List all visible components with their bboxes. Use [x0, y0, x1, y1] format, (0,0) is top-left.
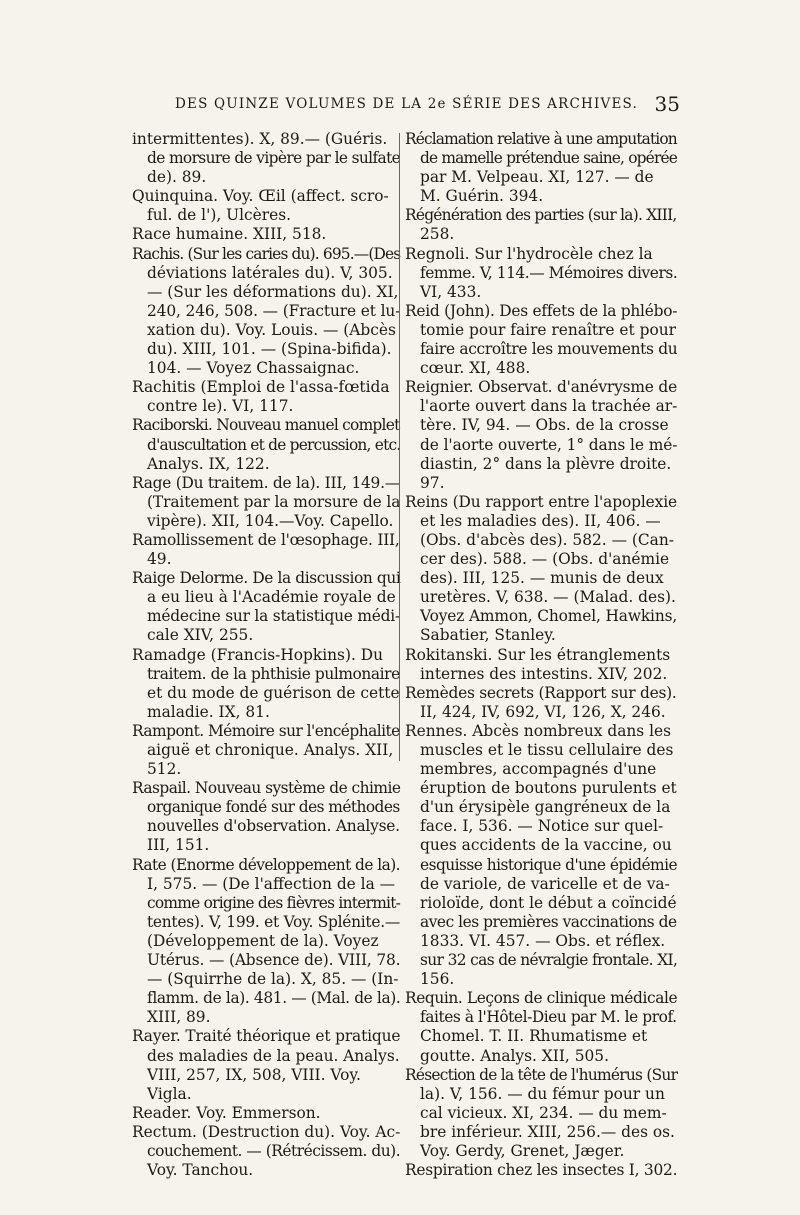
entry-continuation-line: 240, 246, 508. — (Fracture et lu- — [147, 301, 401, 320]
entry-continuation-line: l'aorte ouvert dans la trachée ar- — [420, 397, 678, 416]
entry-continuation-line: II, 424, IV, 692, VI, 126, X, 246. — [420, 702, 666, 721]
entry-continuation-line: la). V, 156. — du fémur pour un — [420, 1084, 665, 1103]
entry-continuation-line: bre inférieur. XIII, 256.— des os. — [420, 1122, 675, 1141]
entry-continuation-line: Utérus. — (Absence de). VIII, 78. — [147, 951, 401, 970]
entry-continuation-line: muscles et le tissu cellulaire des — [420, 741, 674, 759]
index-entry-line: Quinquina. Voy. Œil (affect. scro- — [132, 187, 389, 206]
entry-continuation-line: (Développement de la). Voyez — [147, 931, 379, 950]
entry-continuation-line: maladie. IX, 81. — [147, 702, 270, 721]
entry-continuation-line: xation du). Voy. Louis. — (Abcès — [147, 320, 396, 339]
entry-continuation-line: de). 89. — [147, 168, 207, 187]
index-entry-line: Rokitanski. Sur les étranglements — [405, 645, 671, 664]
index-entry-line: Rage (Du traitem. de la). III, 149.— — [132, 473, 400, 492]
index-entry-line: Rachitis (Emploi de l'assa-fœtida — [132, 378, 390, 397]
entry-continuation-line: uretères. V, 638. — (Malad. des). — [420, 588, 676, 607]
page-number: 35 — [654, 92, 680, 116]
entry-continuation-line: Voy. Gerdy, Grenet, Jæger. — [420, 1141, 625, 1160]
entry-continuation-line: et du mode de guérison de cette — [147, 683, 400, 702]
entry-continuation-line: traitem. de la phthisie pulmonaire — [147, 664, 400, 683]
entry-continuation-line: cal vicieux. XI, 234. — du mem- — [420, 1103, 667, 1122]
entry-continuation-line: esquisse historique d'une épidémie — [420, 855, 678, 874]
index-entry-line: Requin. Leçons de clinique médicale — [405, 989, 678, 1008]
entry-continuation-line: nouvelles d'observation. Analyse. — [147, 817, 400, 836]
entry-continuation-line: flamm. de la). 481. — (Mal. de la). — [147, 989, 401, 1008]
entry-continuation-line: de mamelle prétendue saine, opérée — [420, 149, 678, 168]
index-entry-line: Respiration chez les insectes I, 302. — [405, 1161, 678, 1180]
index-entry-line: Ramollissement de l'œsophage. III, — [132, 530, 400, 549]
entry-continuation-line: III, 151. — [147, 836, 210, 855]
index-entry-line: Regnoli. Sur l'hydrocèle chez la — [405, 244, 653, 263]
index-entry-line: Rate (Enorme développement de la). — [132, 855, 400, 874]
entry-continuation-line: comme origine des fièvres intermit- — [147, 893, 401, 912]
index-entry-line: Reader. Voy. Emmerson. — [132, 1103, 321, 1122]
index-entry-line: Reid (John). Des effets de la phlébo- — [405, 301, 678, 320]
index-entry-line: Raciborski. Nouveau manuel complet — [132, 416, 400, 435]
entry-continuation-line: XIII, 89. — [147, 1008, 211, 1027]
entry-continuation-line: Voyez Ammon, Chomel, Hawkins, — [420, 607, 678, 626]
entry-continuation-line: tomie pour faire renaître et pour — [420, 320, 676, 339]
entry-continuation-line: membres, accompagnés d'une — [420, 760, 657, 779]
entry-continuation-line: de l'aorte ouverte, 1° dans le mé- — [420, 435, 678, 454]
entry-continuation-line: femme. V, 114.— Mémoires divers. — [420, 263, 678, 282]
entry-continuation-line: 49. — [147, 550, 172, 569]
entry-continuation-line: par M. Velpeau. XI, 127. — de — [420, 168, 654, 187]
entry-continuation-line: (Traitement par la morsure de la — [147, 492, 401, 511]
index-entry-line: Rectum. (Destruction du). Voy. Ac- — [132, 1122, 401, 1141]
entry-continuation-line: I, 575. — (De l'affection de la — — [147, 874, 396, 893]
entry-continuation-line: ques accidents de la vaccine, ou — [420, 836, 672, 855]
running-header — [175, 92, 680, 120]
entry-continuation-line: Analys. IX, 122. — [147, 454, 270, 473]
entry-continuation-line: 512. — [147, 760, 182, 779]
entry-continuation-line: éruption de boutons purulents et — [420, 779, 677, 798]
entry-continuation-line: tère. IV, 94. — Obs. de la crosse — [420, 416, 669, 435]
entry-continuation-line: faire accroître les mouvements du — [420, 340, 678, 359]
entry-continuation-line: face. I, 536. — Notice sur quel- — [420, 817, 664, 836]
index-entry-line: Race humaine. XIII, 518. — [132, 225, 327, 244]
entry-continuation-line: 1833. VI. 457. — Obs. et réflex. — [420, 931, 666, 950]
entry-continuation-line: organique fondé sur des méthodes — [147, 798, 400, 817]
index-entry-line: Ramadge (Francis-Hopkins). Du — [132, 645, 383, 664]
index-entry-line: Reins (Du rapport entre l'apoplexie — [405, 492, 678, 511]
column-divider — [399, 133, 400, 761]
entry-continuation-line: de morsure de vipère par le sulfate — [147, 149, 401, 168]
index-entry-line: Rennes. Abcès nombreux dans les — [405, 721, 672, 740]
entry-continuation-line: Sabatier, Stanley. — [420, 626, 556, 645]
entry-continuation-line: 258. — [420, 225, 455, 244]
entry-continuation-line: déviations latérales du). V, 305. — [147, 263, 393, 282]
entry-continuation-line: cale XIV, 255. — [147, 626, 254, 645]
entry-continuation-line: couchement. — (Rétrécissem. du). — [147, 1141, 401, 1160]
entry-continuation-line: aiguë et chronique. Analys. XII, — [147, 741, 394, 759]
entry-continuation-line: vipère). XII, 104.—Voy. Capello. — [147, 511, 394, 530]
entry-continuation-line: et les maladies des). II, 406. — — [420, 511, 661, 530]
index-entry-line: intermittentes). X, 89.— (Guéris. — [132, 130, 388, 148]
entry-continuation-line: a eu lieu à l'Académie royale de — [147, 588, 396, 607]
entry-continuation-line: — (Sur les déformations du). XI, — [147, 282, 399, 301]
entry-continuation-line: avec les premières vaccinations de — [420, 912, 677, 931]
right-column — [405, 130, 677, 1180]
entry-continuation-line: contre le). VI, 117. — [147, 397, 294, 416]
entry-continuation-line: — (Squirrhe de la). X, 85. — (In- — [147, 970, 399, 989]
index-entry-line: Rampont. Mémoire sur l'encéphalite — [132, 721, 400, 740]
index-entry-line: Remèdes secrets (Rapport sur des). — [405, 683, 677, 702]
entry-continuation-line: d'un érysipèle gangréneux de la — [420, 798, 671, 817]
entry-continuation-line: 156. — [420, 970, 455, 989]
entry-continuation-line: rioloïde, dont le début a coïncidé — [420, 893, 677, 912]
entry-continuation-line: 97. — [420, 473, 445, 492]
index-entry-line: Raspail. Nouveau système de chimie — [132, 779, 401, 798]
left-column — [132, 130, 400, 1180]
entry-continuation-line: diastin, 2° dans la plèvre droite. — [420, 454, 672, 473]
index-entry-line: Rayer. Traité théorique et pratique — [132, 1027, 401, 1046]
entry-continuation-line: des). III, 125. — munis de deux — [420, 569, 664, 588]
entry-continuation-line: goutte. Analys. XII, 505. — [420, 1046, 609, 1065]
index-entry-line: Raige Delorme. De la discussion qui — [132, 569, 401, 588]
entry-continuation-line: cer des). 588. — (Obs. d'anémie — [420, 550, 670, 569]
entry-continuation-line: (Obs. d'abcès des). 582. — (Can- — [420, 530, 674, 549]
index-entry-line: Rachis. (Sur les caries du). 695.—(Des — [132, 244, 401, 263]
index-entry-line: Réclamation relative à une amputation — [405, 130, 677, 148]
entry-continuation-line: sur 32 cas de névralgie frontale. XI, — [420, 951, 678, 970]
entry-continuation-line: du). XIII, 101. — (Spina-bifida). — [147, 340, 392, 359]
index-entry-line: Régénération des parties (sur la). XIII, — [405, 206, 677, 225]
entry-continuation-line: des maladies de la peau. Analys. — [147, 1046, 400, 1065]
index-entry-line: Résection de la tête de l'humérus (Sur — [405, 1065, 678, 1084]
entry-continuation-line: M. Guérin. 394. — [420, 187, 544, 206]
entry-continuation-line: d'auscultation et de percussion, etc. — [147, 435, 401, 454]
entry-continuation-line: médecine sur la statistique médi- — [147, 607, 400, 626]
entry-continuation-line: Voy. Tanchou. — [147, 1161, 254, 1180]
entry-continuation-line: ful. de l'), Ulcères. — [147, 206, 291, 225]
entry-continuation-line: cœur. XI, 488. — [420, 359, 531, 378]
entry-continuation-line: de variole, de varicelle et de va- — [420, 874, 670, 893]
entry-continuation-line: Chomel. T. II. Rhumatisme et — [420, 1027, 648, 1046]
entry-continuation-line: VI, 433. — [420, 282, 482, 301]
entry-continuation-line: faites à l'Hôtel-Dieu par M. le prof. — [420, 1008, 677, 1027]
entry-continuation-line: Vigla. — [147, 1084, 192, 1103]
entry-continuation-line: internes des intestins. XIV, 202. — [420, 664, 668, 683]
entry-continuation-line: tentes). V, 199. et Voy. Splénite.— — [147, 912, 400, 931]
header-title: DES QUINZE VOLUMES DE LA 2e SÉRIE DES ARCHIVES. — [175, 96, 638, 112]
entry-continuation-line: VIII, 257, IX, 508, VIII. Voy. — [147, 1065, 361, 1084]
index-entry-line: Reignier. Observat. d'anévrysme de — [405, 378, 678, 397]
entry-continuation-line: 104. — Voyez Chassaignac. — [147, 359, 360, 378]
